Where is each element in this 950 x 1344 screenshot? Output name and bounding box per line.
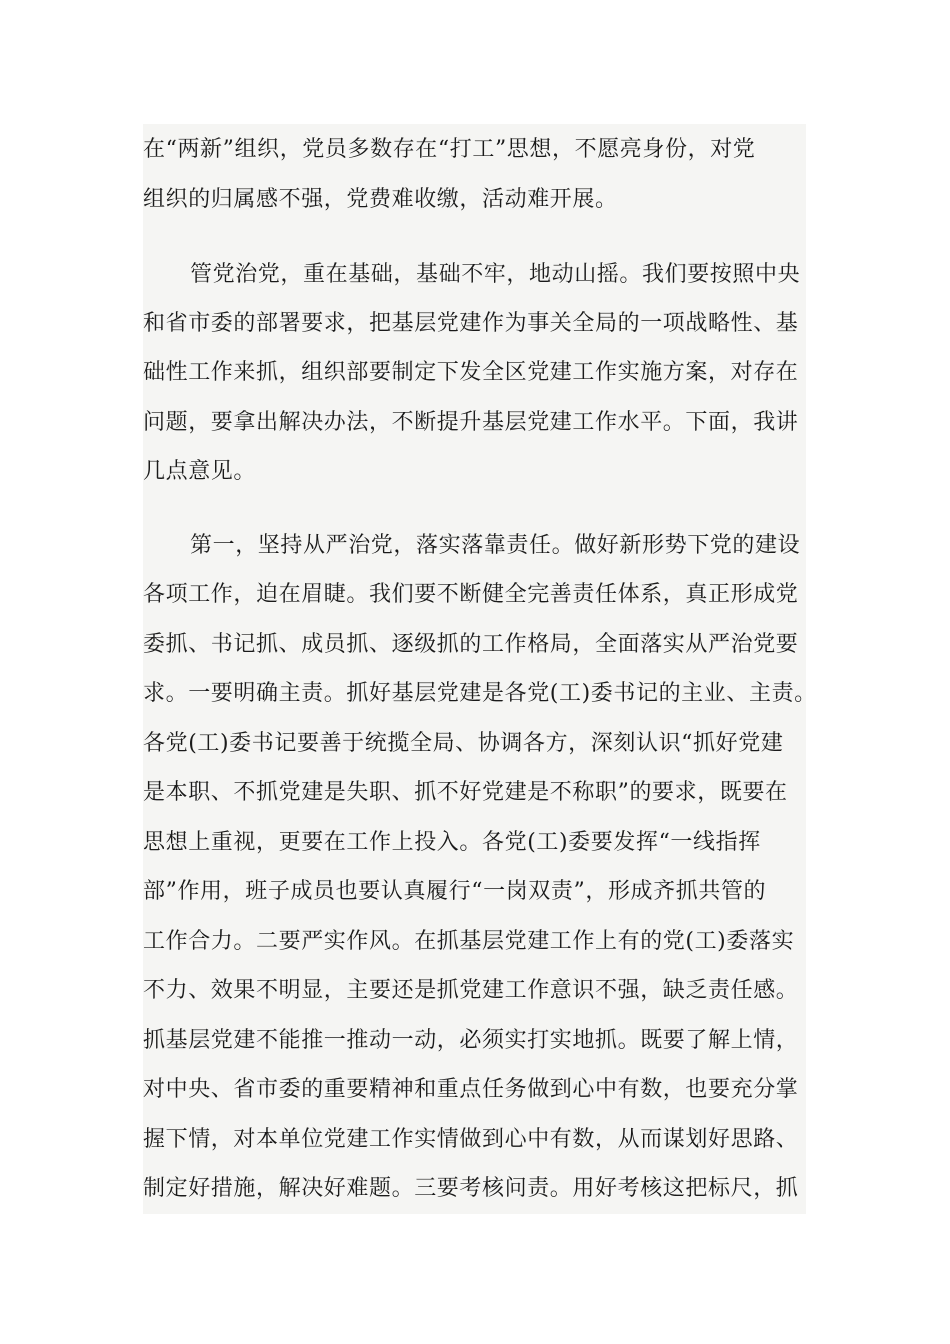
text-line: 求。一要明确主责。抓好基层党建是各党(工)委书记的主业、主责。 bbox=[143, 681, 817, 706]
text-line: 委抓、书记抓、成员抓、逐级抓的工作格局，全面落实从严治党要 bbox=[143, 632, 799, 657]
text-line: 问题，要拿出解决办法，不断提升基层党建工作水平。下面，我讲 bbox=[143, 410, 799, 435]
paragraph-start-line: 第一，坚持从严治党，落实落靠责任。做好新形势下党的建设 bbox=[190, 533, 801, 558]
text-line: 抓基层党建不能推一推动一动，必须实打实地抓。既要了解上情， bbox=[143, 1028, 799, 1053]
text-line: 和省市委的部署要求，把基层党建作为事关全局的一项战略性、基 bbox=[143, 311, 799, 336]
text-line: 础性工作来抓，组织部要制定下发全区党建工作实施方案，对存在 bbox=[143, 360, 799, 385]
text-line: 不力、效果不明显，主要还是抓党建工作意识不强，缺乏责任感。 bbox=[143, 978, 799, 1003]
text-line: 思想上重视，更要在工作上投入。各党(工)委要发挥“一线指挥 bbox=[143, 830, 761, 855]
text-line: 在“两新”组织，党员多数存在“打工”思想，不愿亮身份，对党 bbox=[143, 137, 756, 162]
text-line: 各项工作，迫在眉睫。我们要不断健全完善责任体系，真正形成党 bbox=[143, 582, 799, 607]
text-line: 是本职、不抓党建是失职、抓不好党建是不称职”的要求，既要在 bbox=[143, 780, 788, 805]
text-line: 组织的归属感不强，党费难收缴，活动难开展。 bbox=[143, 187, 618, 212]
text-line: 握下情，对本单位党建工作实情做到心中有数，从而谋划好思路、 bbox=[143, 1127, 799, 1152]
text-line: 各党(工)委书记要善于统揽全局、协调各方，深刻认识“抓好党建 bbox=[143, 731, 784, 756]
text-line: 几点意见。 bbox=[143, 459, 257, 484]
text-line: 工作合力。二要严实作风。在抓基层党建工作上有的党(工)委落实 bbox=[143, 929, 795, 954]
paragraph-start-line: 管党治党，重在基础，基础不牢，地动山摇。我们要按照中央 bbox=[190, 262, 801, 287]
text-line: 制定好措施，解决好难题。三要考核问责。用好考核这把标尺，抓 bbox=[143, 1176, 799, 1201]
text-line: 对中央、省市委的重要精神和重点任务做到心中有数，也要充分掌 bbox=[143, 1077, 799, 1102]
text-line: 部”作用，班子成员也要认真履行“一岗双责”，形成齐抓共管的 bbox=[143, 879, 767, 904]
